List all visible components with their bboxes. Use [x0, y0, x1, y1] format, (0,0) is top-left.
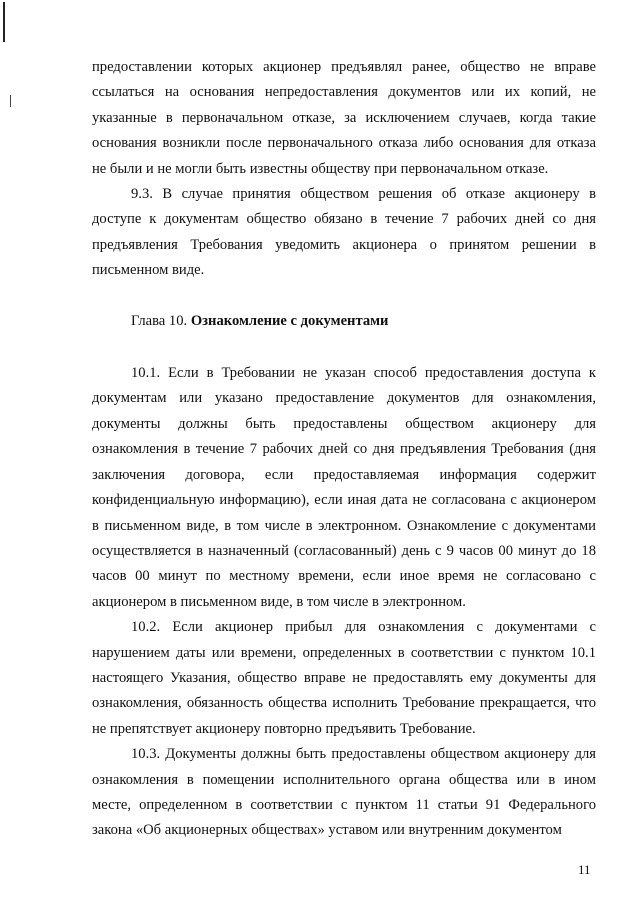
scan-edge-mark — [3, 2, 5, 42]
paragraph-10-3: 10.3. Документы должны быть предоставлены обществом акционеру для ознакомления в помещении исполнительного органа общества или в ином месте, определенном в соответствии с пунктом 11 статьи 91 Федерального закона «Об акционерных обществах» уставом или внутренним документом — [92, 746, 596, 839]
paragraph-9-3: 9.3. В случае принятия обществом решения об отказе акционеру в доступе к документам общество обязано в течение 7 рабочих дней со дня предъявления Требования уведомить акционера о принятом решении в письменном виде. — [92, 186, 596, 279]
chapter-title: Ознакомление с документами — [190, 312, 389, 329]
scan-edge-mark-small — [10, 95, 11, 107]
chapter-number: Глава 10. — [131, 312, 191, 329]
chapter-heading — [92, 309, 596, 334]
paragraph-10-2: 10.2. Если акционер прибыл для ознакомления с документами с нарушением даты или времени, определенных в соответствии с пунктом 10.1 настоящего Указания, общество вправе не предоставлять ему документы для ознакомления, обязанность общества исполнить Требование прекращается, что не препятствует акционеру повторно предъявить Требование. — [92, 619, 596, 737]
page-number: 11 — [578, 862, 591, 877]
paragraph-10-1: 10.1. Если в Требовании не указан способ предоставления доступа к документам или указано предоставление документов для ознакомления, документы должны быть предоставлены обществом акционеру для ознакомления в течение 7 рабочих дней со дня предъявления Требования (дня заключения договора, если предоставляемая информация содержит конфиденциальную информацию), если иная дата не согласована с акционером в письменном виде, в том числе в электронном. Ознакомление с документами осуществляется в назначенный (согласованный) день с 9 часов 00 минут до 18 часов 00 минут по местному времени, если иное время не согласовано с акционером в письменном виде, в том числе в электронном. — [92, 365, 596, 610]
document-body — [92, 55, 596, 844]
paragraph-continuation: предоставлении которых акционер предъявлял ранее, общество не вправе ссылаться на основания непредоставления документов или их копий, не указанные в первоначальном отказе, за исключением случаев, когда такие основания возникли после первоначального отказа либо основания для отказа не были и не могли быть известны обществу при первоначальном отказе. — [92, 59, 596, 177]
